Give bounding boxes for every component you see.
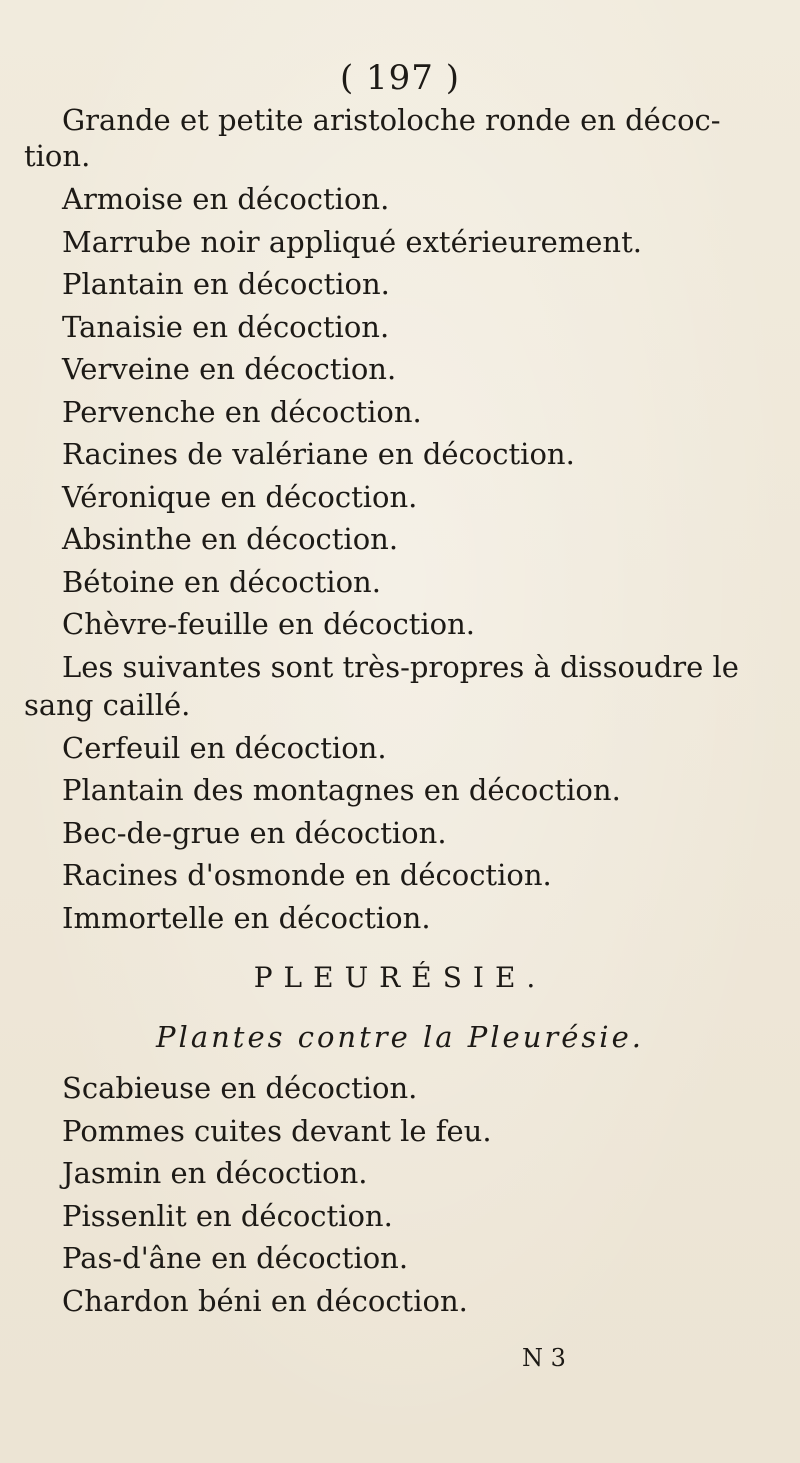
text-line: Marrube noir appliqué extérieurement. <box>62 225 642 259</box>
text-line: Jasmin en décoction. <box>62 1156 368 1190</box>
text-line: Plantain en décoction. <box>62 267 390 301</box>
text-line: Cerfeuil en décoction. <box>62 731 387 765</box>
text-line: tion. <box>24 139 91 173</box>
text-line: Absinthe en décoction. <box>62 522 399 556</box>
text-line: sang caillé. <box>24 688 191 722</box>
text-line: Les suivantes sont très-propres à dissoudre le <box>62 650 739 684</box>
page-number: ( 197 ) <box>339 58 461 98</box>
text-line: Grande et petite aristoloche ronde en décoc- <box>62 103 721 137</box>
text-line: Immortelle en décoction. <box>62 901 431 935</box>
text-line: Bec-de-grue en décoction. <box>62 816 447 850</box>
text-line: Armoise en décoction. <box>62 182 390 216</box>
section-subtitle: Plantes contre la Pleurésie. <box>156 1020 644 1054</box>
text-line: Chèvre-feuille en décoction. <box>62 607 476 641</box>
signature-mark: N 3 <box>522 1344 566 1372</box>
text-line: Pissenlit en décoction. <box>62 1199 393 1233</box>
text-line: Véronique en décoction. <box>62 480 418 514</box>
text-line: Chardon béni en décoction. <box>62 1284 468 1318</box>
text-line: Plantain des montagnes en décoction. <box>62 773 621 807</box>
text-line: Racines de valériane en décoction. <box>62 437 575 471</box>
text-line: Pervenche en décoction. <box>62 395 422 429</box>
text-line: Racines d'osmonde en décoction. <box>62 858 552 892</box>
text-line: Bétoine en décoction. <box>62 565 381 599</box>
text-line: Scabieuse en décoction. <box>62 1071 418 1105</box>
text-line: Pommes cuites devant le feu. <box>62 1114 492 1148</box>
text-line: Verveine en décoction. <box>62 352 397 386</box>
section-title: PLEURÉSIE. <box>253 961 547 994</box>
text-line: Tanaisie en décoction. <box>62 310 390 344</box>
text-line: Pas-d'âne en décoction. <box>62 1241 409 1275</box>
